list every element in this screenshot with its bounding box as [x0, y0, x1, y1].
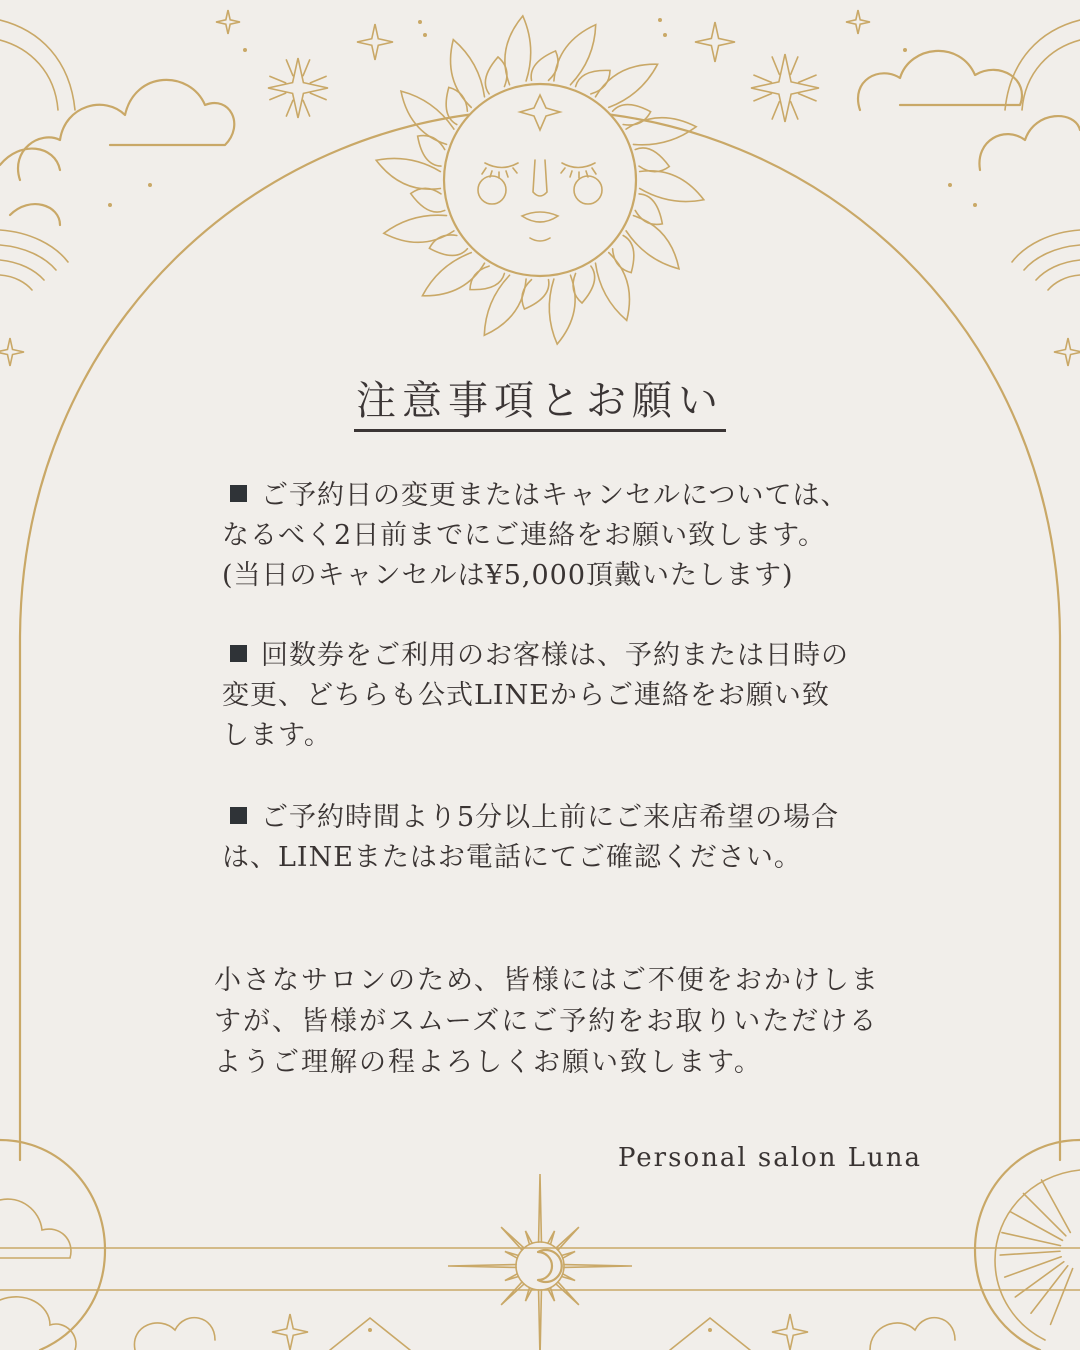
- sun-ray: [384, 215, 454, 242]
- sun-ray: [411, 188, 445, 212]
- sun-ray: [554, 25, 596, 85]
- square-bullet-icon: [230, 485, 247, 502]
- sunburst-ray: [1000, 1251, 1060, 1255]
- dot: [663, 33, 667, 37]
- notice-line: なるべく2日前までにご連絡をお願い致します。: [222, 520, 827, 551]
- star-ray: [501, 1227, 524, 1250]
- star-ray: [562, 1251, 576, 1258]
- sparkle-ray: [754, 94, 771, 101]
- page-title: [0, 375, 1080, 432]
- sun-ray: [418, 136, 445, 167]
- sun-ray: [635, 148, 669, 172]
- crescent-moon-icon: [448, 1174, 632, 1350]
- star-ray: [505, 1274, 519, 1281]
- sun-ray: [576, 70, 610, 94]
- sunburst-ray: [1051, 1269, 1073, 1325]
- dot: [108, 203, 112, 207]
- salon-signature: Personal salon Luna: [617, 1143, 922, 1173]
- ray-lines-left: [0, 230, 68, 290]
- closing-line: すが、皆様がスムーズにご予約をお取りいただける: [214, 1006, 879, 1037]
- notice-item: [222, 798, 882, 878]
- sparkle-star-icon: [772, 1314, 808, 1350]
- sparkle-ray: [791, 102, 798, 119]
- cloud-icon: [0, 20, 234, 225]
- cloud-icon: [858, 20, 1080, 170]
- sun-ray: [549, 275, 575, 344]
- sun-ray: [451, 40, 485, 108]
- notice-item: [222, 636, 882, 756]
- sunburst-ray: [1023, 1193, 1065, 1235]
- sparkle-star-icon: [846, 10, 870, 34]
- sunburst-ray: [1005, 1257, 1061, 1277]
- sparkle-ray: [754, 75, 771, 82]
- notice-item: [222, 476, 882, 596]
- sun-face-icon: [444, 84, 636, 276]
- sun-ray: [429, 235, 467, 255]
- sparkle-star-icon: [751, 54, 819, 122]
- ray-lines-right: [1012, 230, 1080, 290]
- sparkle-star-icon: [357, 24, 393, 60]
- notice-text: 回数券をご利用のお客様は、予約または日時の: [261, 640, 849, 671]
- sparkle-ray: [310, 93, 326, 100]
- sparkle-star-icon: [0, 338, 24, 366]
- star-ray: [501, 1282, 524, 1305]
- square-bullet-icon: [230, 645, 247, 662]
- sparkle-ray: [772, 102, 779, 119]
- star-ray: [539, 1290, 542, 1350]
- notice-line: は、LINEまたはお電話にてご確認ください。: [222, 842, 802, 873]
- notice-line: [222, 798, 882, 838]
- dot: [148, 183, 152, 187]
- sparkle-star-icon: [272, 1314, 308, 1350]
- dot: [418, 20, 422, 24]
- sparkle-ray: [772, 57, 779, 74]
- sparkle-ray: [303, 60, 310, 76]
- star-ray: [548, 1231, 555, 1245]
- dot: [948, 183, 952, 187]
- sparkle-ray: [270, 93, 286, 100]
- sun-ray: [484, 275, 526, 335]
- sun-ray: [485, 57, 507, 94]
- star-ray: [505, 1251, 519, 1258]
- closing-line: ようご理解の程よろしくお願い致します。: [214, 1047, 763, 1078]
- sparkle-ray: [270, 76, 286, 83]
- sparkle-ray: [310, 76, 326, 83]
- star-core: [516, 1242, 564, 1290]
- sparkle-star-icon: [216, 10, 240, 34]
- star-ray: [564, 1265, 632, 1268]
- sparkle-ray: [799, 75, 816, 82]
- star-ray: [556, 1227, 579, 1250]
- sun-ray: [470, 266, 504, 290]
- sun-ray: [505, 16, 531, 85]
- notice-line: します。: [222, 720, 332, 751]
- cloud-icon: [0, 1140, 215, 1350]
- sparkle-ray: [799, 94, 816, 101]
- star-ray: [539, 1174, 542, 1242]
- closing-message: [214, 960, 894, 1083]
- sparkle-star-icon: [695, 22, 735, 62]
- dot: [423, 33, 427, 37]
- sparkle-ray: [286, 100, 293, 116]
- sparkle-star-icon: [1054, 338, 1080, 366]
- star-ray: [556, 1282, 579, 1305]
- star-ray: [525, 1231, 532, 1245]
- star-ray: [448, 1265, 516, 1268]
- sparkle-star-icon: [268, 58, 328, 118]
- notice-line: 変更、どちらも公式LINEからご連絡をお願い致: [222, 680, 830, 711]
- notice-line: (当日のキャンセルは¥5,000頂戴いたします): [222, 560, 794, 591]
- sun-ray: [613, 235, 634, 272]
- closing-line: 小さなサロンのため、皆様にはご不便をおかけしま: [214, 965, 880, 996]
- sun-ray: [635, 194, 662, 225]
- page-title-text: 注意事項とお願い: [354, 375, 726, 432]
- sparkle-ray: [791, 57, 798, 74]
- sun-ray: [446, 87, 467, 124]
- notice-line: [222, 476, 882, 516]
- star-ray: [562, 1274, 576, 1281]
- dot: [658, 18, 662, 22]
- sparkle-ray: [303, 100, 310, 116]
- dot: [903, 48, 907, 52]
- notice-text: ご予約時間より5分以上前にご来店希望の場合: [261, 802, 840, 833]
- notice-line: [222, 636, 882, 676]
- sunburst-ray: [1041, 1180, 1070, 1233]
- notice-text: ご予約日の変更またはキャンセルについては、: [261, 480, 849, 511]
- square-bullet-icon: [230, 807, 247, 824]
- dot: [973, 203, 977, 207]
- sun-ray: [595, 253, 629, 321]
- sun-ray: [573, 266, 595, 303]
- dot: [243, 48, 247, 52]
- sparkle-ray: [286, 60, 293, 76]
